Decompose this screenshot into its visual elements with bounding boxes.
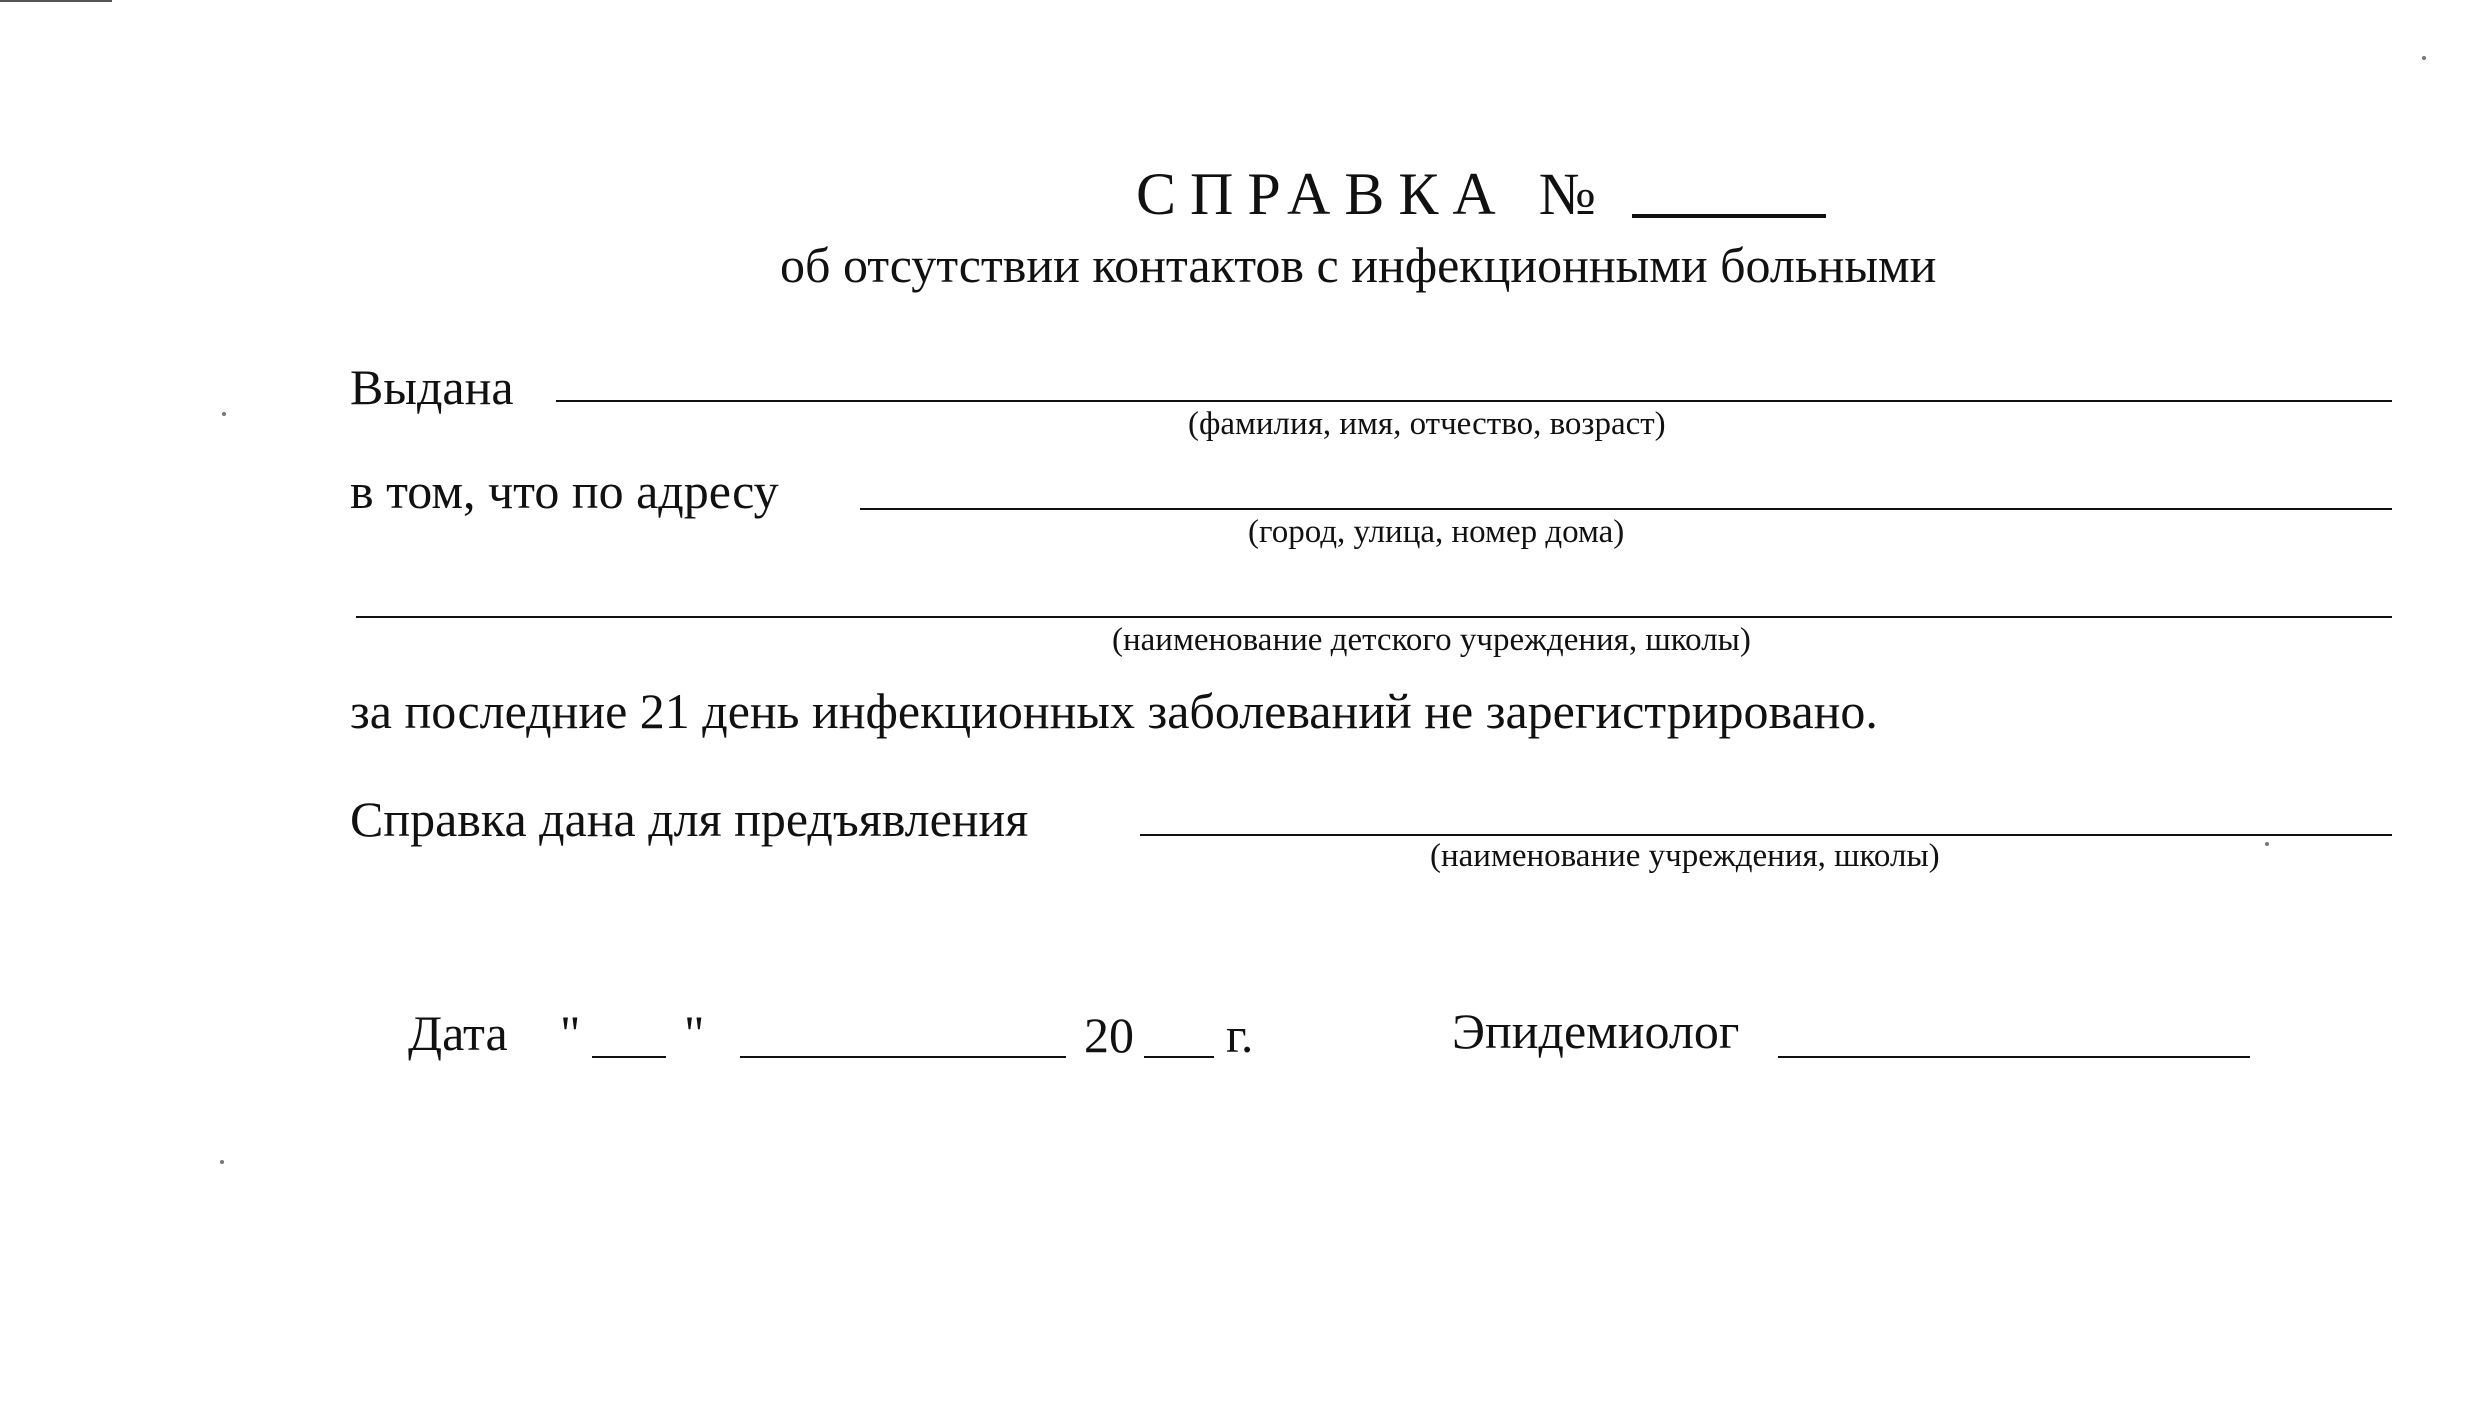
issued-name-field[interactable] <box>556 400 2392 402</box>
document-title: СПРАВКА № <box>1136 161 1610 227</box>
date-label: Дата <box>408 1005 508 1061</box>
institution-field[interactable] <box>356 616 2392 618</box>
certificate-number-field[interactable] <box>1632 214 1826 218</box>
document-subtitle: об отсутствии контактов с инфекционными больными <box>780 237 1937 293</box>
institution-hint: (наименование детского учреждения, школы) <box>1112 622 1751 658</box>
year-prefix: 20 <box>1084 1007 1134 1063</box>
scan-speck <box>220 1160 224 1164</box>
signature-label: Эпидемиолог <box>1452 1003 1740 1059</box>
address-field[interactable] <box>860 508 2392 510</box>
date-year-field[interactable] <box>1144 1056 1214 1058</box>
issued-label: Выдана <box>350 359 514 415</box>
signature-field[interactable] <box>1778 1056 2250 1058</box>
issued-hint: (фамилия, имя, отчество, возраст) <box>1188 406 1666 442</box>
scan-speck <box>2422 56 2426 60</box>
date-day-field[interactable] <box>592 1056 666 1058</box>
scan-corner-mark <box>0 0 112 2</box>
scan-speck <box>222 412 226 416</box>
address-label: в том, что по адресу <box>350 463 779 519</box>
presentation-field[interactable] <box>1140 834 2392 836</box>
presentation-hint: (наименование учреждения, школы) <box>1430 838 1940 874</box>
year-suffix: г. <box>1226 1007 1254 1063</box>
date-month-field[interactable] <box>740 1056 1066 1058</box>
date-quote-open: " <box>560 1005 581 1061</box>
scan-speck <box>2265 842 2269 846</box>
address-hint: (город, улица, номер дома) <box>1248 514 1625 550</box>
presentation-label: Справка дана для предъявления <box>350 791 1029 847</box>
date-quote-close: " <box>684 1005 705 1061</box>
statement-text: за последние 21 день инфекционных заболеваний не зарегистрировано. <box>350 683 1878 739</box>
